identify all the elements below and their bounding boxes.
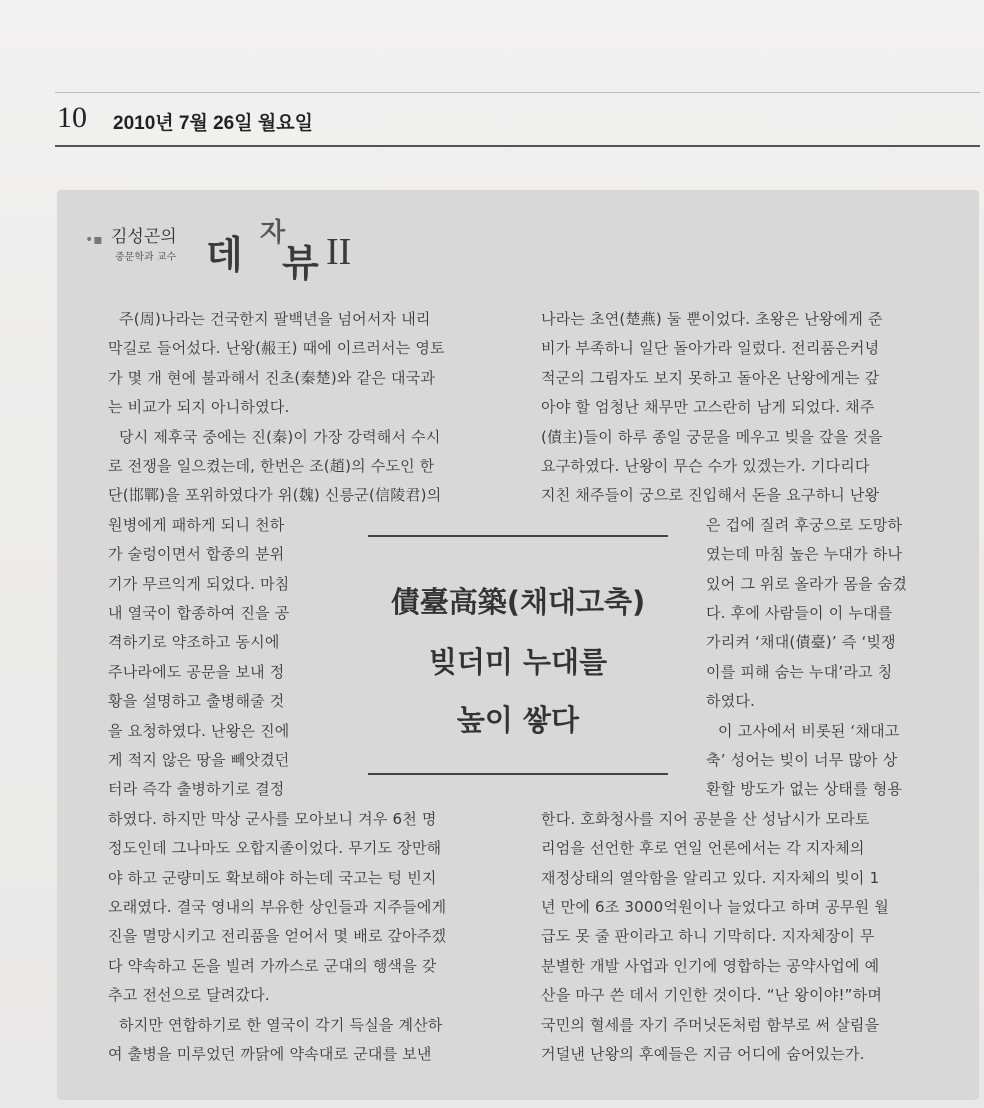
right-text-line: 년 만에 6조 3000억원이나 늘었다고 하며 공무원 월: [541, 898, 889, 916]
right-text-line: 이를 피해 숨는 누대’라고 칭: [706, 662, 893, 681]
right-text-line: 가리켜 ‘채대(債臺)’ 즉 ‘빚쟁: [706, 633, 896, 652]
left-text-line: 황을 설명하고 출병해줄 것: [108, 692, 285, 711]
left-text-line: 주나라에도 공문을 보내 정: [108, 662, 285, 681]
left-text-line: 야 하고 군량미도 확보해야 하는데 국고는 텅 빈지: [108, 868, 437, 887]
right-text-line: 있어 그 위로 올라가 몸을 숨겼: [706, 574, 908, 593]
left-text-line: 는 비교가 되지 아니하였다.: [108, 398, 290, 417]
right-text-line: 급도 못 줄 판이라고 하니 기막히다. 지자체장이 무: [541, 927, 875, 946]
page-header: [55, 92, 980, 147]
column-title-part: 자: [260, 218, 286, 248]
column-title-part: 뷰: [282, 241, 319, 285]
right-text-line: 축’ 성어는 빚이 너무 많아 상: [706, 751, 898, 769]
left-text-line: 당시 제후국 중에는 진(秦)이 가장 강력해서 수시: [119, 427, 441, 446]
pullquote-line: 높이 쌓다: [456, 703, 580, 737]
right-text-line: 재정상태의 열악함을 알리고 있다. 지자체의 빚이 1: [541, 868, 880, 887]
left-text-line: 다 약속하고 돈을 빌려 가까스로 군대의 행색을 갖: [108, 956, 437, 975]
left-text-line: 하였다. 하지만 막상 군사를 모아보니 겨우 6천 명: [108, 809, 437, 828]
right-text-line: 거덜낸 난왕의 후예들은 지금 어디에 숨어있는가.: [541, 1045, 865, 1063]
column-title-part: II: [326, 231, 352, 273]
left-text-line: 여 출병을 미루었던 까닭에 약속대로 군대를 보낸: [108, 1045, 432, 1063]
pullquote-line: 債臺高築(채대고축): [390, 585, 646, 619]
right-text-line: 은 겁에 질려 후궁으로 도망하: [706, 515, 903, 534]
page-number: 10: [57, 101, 87, 134]
right-text-line: 하였다.: [706, 692, 756, 711]
left-text-line: 진을 멸망시키고 전리품을 얻어서 몇 배로 갚아주겠: [108, 927, 447, 946]
left-text-line: 오래였다. 결국 영내의 부유한 상인들과 지주들에게: [108, 898, 447, 916]
right-text-line: 환할 방도가 없는 상태를 형용: [706, 780, 903, 799]
right-text-line: 비가 부족하니 일단 돌아가라 일렀다. 전리품은커녕: [541, 339, 880, 358]
right-text-line: 나라는 초연(楚燕) 둘 뿐이었다. 초왕은 난왕에게 준: [541, 310, 883, 328]
right-text-line: 다. 후에 사람들이 이 누대를: [706, 604, 893, 622]
right-text-line: 적군의 그림자도 보지 못하고 돌아온 난왕에게는 갚: [541, 368, 880, 387]
left-text-line: 주(周)나라는 건국한지 팔백년을 넘어서자 내리: [119, 310, 431, 328]
pullquote-line: 빚더미 누대를: [428, 645, 608, 679]
left-text-line: 단(邯鄲)을 포위하였다가 위(魏) 신릉군(信陵君)의: [108, 486, 442, 505]
right-text-line: 리엄을 선언한 후로 연일 언론에서는 각 지자체의: [541, 839, 865, 858]
left-text-line: 가 몇 개 현에 불과해서 진초(秦楚)와 같은 대국과: [108, 368, 436, 387]
left-text-line: 을 요청하였다. 난왕은 진에: [108, 721, 290, 740]
left-text-line: 기가 무르익게 되었다. 마침: [108, 574, 290, 593]
right-text-line: 국민의 혈세를 자기 주머닛돈처럼 함부로 써 살림을: [541, 1015, 880, 1034]
pullquote-top-rule: [368, 535, 668, 537]
left-text-line: 터라 즉각 출병하기로 결정: [108, 780, 285, 799]
left-text-line: 원병에게 패하게 되니 천하: [108, 515, 285, 534]
right-text-line: (債主)들이 하루 종일 궁문을 메우고 빚을 갚을 것을: [541, 427, 883, 446]
right-text-line: 지친 채주들이 궁으로 진입해서 돈을 요구하니 난왕: [541, 486, 880, 505]
issue-date: 2010년 7월 26일 월요일: [113, 113, 313, 134]
right-text-line: 이 고사에서 비롯된 ‘채대고: [718, 721, 900, 740]
right-text-line: 한다. 호화청사를 지어 공분을 산 성남시가 모라토: [541, 809, 870, 828]
right-text-line: 요구하였다. 난왕이 무슨 수가 있겠는가. 기다리다: [541, 457, 870, 475]
right-text-line: 산을 마구 쓴 데서 기인한 것이다. “난 왕이야!”하며: [541, 986, 883, 1005]
left-text-line: 가 술렁이면서 합종의 분위: [108, 545, 285, 564]
left-text-line: 게 적지 않은 땅을 빼앗겼던: [108, 751, 290, 769]
right-text-line: 아야 할 엄청난 채무만 고스란히 남게 되었다. 채주: [541, 398, 875, 417]
left-text-line: 추고 전선으로 달려갔다.: [108, 986, 270, 1005]
left-text-line: 막길로 들어섰다. 난왕(赧王) 때에 이르러서는 영토: [108, 339, 445, 358]
bullet-dots-icon: •▪: [85, 232, 103, 248]
right-text-line: 분별한 개발 사업과 인기에 영합하는 공약사업에 예: [541, 956, 880, 975]
pullquote-bottom-rule: [368, 773, 668, 775]
right-text-line: 였는데 마침 높은 누대가 하나: [706, 545, 903, 564]
left-text-line: 정도인데 그나마도 오합지졸이었다. 무기도 장만해: [108, 839, 442, 858]
column-title-part: 데: [206, 233, 243, 277]
left-text-line: 로 전쟁을 일으켰는데, 한번은 조(趙)의 수도인 한: [108, 457, 435, 475]
author-name: 김성곤의: [111, 227, 177, 247]
author-title: 중문학과 교수: [115, 252, 177, 263]
left-text-line: 격하기로 약조하고 동시에: [108, 633, 280, 652]
left-text-line: 하지만 연합하기로 한 열국이 각기 득실을 계산하: [119, 1015, 443, 1034]
left-text-line: 내 열국이 합종하여 진을 공: [108, 604, 290, 622]
